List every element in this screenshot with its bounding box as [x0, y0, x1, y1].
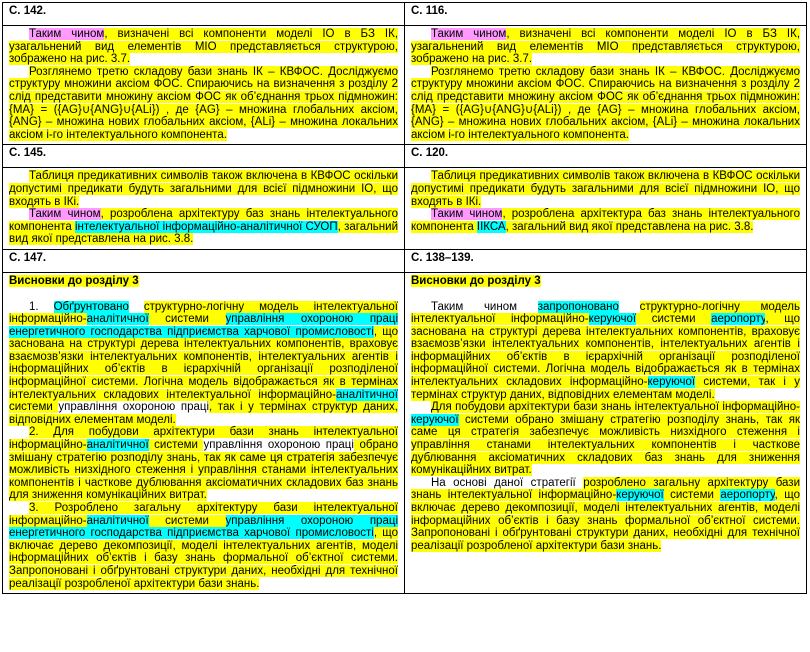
text-segment: управління охороною праці	[58, 401, 210, 414]
text-segment	[129, 301, 144, 313]
paragraph	[9, 170, 398, 208]
paragraph	[9, 301, 398, 427]
text-segment: обрано змішану стратегію розподілу знань, так як саме ця стратегія забезпечує можливість низхідного стеження і управління станами інтелектуальних компонентів і часткове дублювання аксіоматичних складових баз знань для зниження комунікаційних витрат.	[9, 439, 398, 502]
text-segment: структурно-логічну модель інтелектуальної інформаційно-	[411, 300, 800, 326]
text-segment: розроблено загальну архітектуру бази знань інтелектуальної інформаційно-	[411, 476, 801, 502]
text-segment: 3. Розроблено загальну архітектуру бази інтелектуальної інформаційно-	[9, 502, 398, 527]
text-segment: , розроблена архітектура баз знань інтелектуального компонента	[411, 208, 800, 233]
text-cell-left	[3, 272, 405, 593]
text-segment: Обґрунтовано	[53, 300, 129, 313]
table-row	[3, 26, 807, 145]
text-segment: аналітичної	[335, 388, 398, 401]
text-segment: аналітичної	[86, 439, 149, 452]
paragraph	[411, 66, 800, 142]
text-segment: Для побудови архітектури бази знань інтелектуальної інформаційно-	[431, 401, 800, 414]
text-segment: 1.	[29, 300, 54, 313]
text-segment	[619, 301, 640, 313]
page-ref-left: С. 142.	[3, 3, 405, 26]
text-segment: Таким чином	[431, 28, 507, 40]
table-row	[3, 145, 807, 168]
text-segment: управління охороною праці енергетичного господарства підприємства харчової промисловості	[9, 313, 398, 338]
text-cell-right	[405, 168, 807, 250]
page-ref-right: С. 116.	[405, 3, 807, 26]
text-segment: системи	[148, 439, 204, 452]
paragraph	[9, 208, 398, 246]
text-segment: системи, так і у термінах структур даних, відповідних елементам моделі.	[411, 376, 800, 401]
table-row	[3, 272, 807, 593]
text-segment: , що заснована на структурі дерева інтелектуальних компонентів, враховує взаємозв’язки інтелектуальних компонентів, інтелектуальних агентів і інформаційних об’єктів в ієрархічній організації розподіленої інформаційної системи. Логічна модель відображається як в термінах інтелектуальних складових інтелектуальної інформаційно-	[9, 325, 399, 401]
table-row	[3, 168, 807, 250]
text-segment: Таким чином	[29, 28, 105, 40]
text-segment: На основі даної стратегії	[431, 476, 584, 489]
text-segment: , загальний вид якої представлена на рис. 3.8.	[505, 220, 754, 233]
text-segment: системи	[148, 514, 226, 527]
text-segment: керуючої	[411, 413, 459, 426]
text-cell-left	[3, 168, 405, 250]
text-cell-right	[405, 26, 807, 145]
paragraph	[411, 28, 800, 66]
section-heading	[411, 275, 800, 288]
text-segment: керуючої	[588, 313, 637, 326]
paragraph	[411, 401, 800, 477]
paragraph	[9, 502, 398, 590]
text-segment: керуючої	[616, 489, 664, 502]
text-segment: Таким чином	[431, 300, 538, 313]
text-segment: , розроблена архітектуру баз знань інтелектуального компонента	[9, 208, 398, 233]
section-heading	[9, 275, 398, 288]
text-cell-left	[3, 26, 405, 145]
text-segment: , визначені всі компоненти моделі ІО в БЗ ІК, узагальнений вид елементів МІО представляється структурою, зображено на рис. 3.7.	[9, 28, 399, 66]
text-segment: структурно-логічну модель інтелектуальної інформаційно-	[9, 300, 398, 326]
text-segment: ІІКСА	[476, 220, 506, 233]
section-heading-text: Висновки до розділу 3	[9, 274, 139, 287]
paragraph	[411, 208, 800, 233]
text-cell-right	[405, 272, 807, 593]
text-segment: аеропорту	[711, 313, 766, 326]
text-segment: запропоновано	[537, 300, 619, 313]
text-segment: системи обрано змішану стратегію розподілу знань, так як саме ця стратегія забезпечує можливість низхідного стеження і управління станами інтелектуальних компонентів і часткове дублювання аксіоматичних складових баз знань для зниження комунікаційних витрат.	[411, 413, 800, 477]
paragraph	[9, 426, 398, 502]
text-segment: системи	[148, 313, 226, 326]
text-segment: , загальний вид якої представлена на рис. 3.8.	[9, 220, 398, 246]
paragraph	[9, 28, 398, 66]
text-segment: системи	[663, 489, 721, 502]
text-segment: Розглянемо третю складову бази знань ІК – КВФОС. Досліджуємо структуру множини аксіом ФОС. Спираючись на визначення з розділу 2 слід представити множину аксіом ФОС як об’єднання трьох підмножин: {MA} = ({AG}∪{ANG}∪{ALi}) , де {AG} – множина глобальних аксіом, {ANG} – множина нових глобальних аксіом, {ALi} – множина локальних аксіом і-го інтелектуального компонента.	[411, 65, 800, 141]
text-segment: аналітичної	[86, 514, 149, 527]
paragraph	[411, 170, 800, 208]
table-row	[3, 249, 807, 272]
text-segment: Таблиця предикативних символів також включена в КВФОС оскільки допустимі предикати будуть загальними для всієї підмножини ІО, що входять в ІКі.	[9, 170, 398, 208]
page-ref-right: С. 138–139.	[405, 249, 807, 272]
text-segment: Розглянемо третю складову бази знань ІК – КВФОС. Досліджуємо структуру множини аксіом ФОС. Спираючись на визначення з розділу 2 слід представити множину аксіом ФОС як об’єднання трьох підмножин: {MA} = ({AG}∪{ANG}∪{ALi}) , де {AG} – множина глобальних аксіом, {ANG} – множина нових глобальних аксіом, {ALi} – множина локальних аксіом і-го інтелектуального компонента.	[9, 65, 398, 141]
text-segment: системи	[636, 313, 712, 326]
text-segment: , що заснована на структурі дерева інтелектуальних компонентів, враховує взаємозв’язки інтелектуальних компонентів, інтелектуальних агентів і інформаційних об’єктів в ієрархічній організації розподіленої інформаційної системи. Логічна модель відображається як в термінах інтелектуальних складових інформаційно-	[411, 313, 800, 389]
text-segment: 2. Для побудови архітектури бази знань інтелектуальної інформаційно-	[9, 426, 398, 452]
text-segment: Таким чином	[431, 208, 503, 221]
text-segment: , так і у термінах структур даних, відповідних елементам моделі.	[9, 401, 398, 426]
text-segment: керуючої	[647, 376, 696, 389]
text-segment: управління охороною праці	[203, 439, 354, 452]
paragraph	[411, 477, 800, 553]
text-segment: Таблиця предикативних символів також включена в КВФОС оскільки допустимі предикати будуть загальними для всієї підмножини ІО, що входять в ІКі.	[411, 170, 800, 208]
paragraph	[9, 66, 398, 142]
paragraph	[411, 301, 800, 402]
text-segment: інтелектуальної інформаційно-аналітичної СУОП	[75, 220, 338, 233]
text-segment: Таким чином	[29, 208, 101, 221]
text-segment: , що включає дерево декомпозиції, моделі інтелектуальних агентів, моделі інформаційних об’єктів і базу знань формальної об’єктної системи. Запропоновані і обґрунтовані структури даних, необхідні для технічної реалізації розробленої архітектури бази знань.	[411, 489, 801, 552]
text-segment: системи	[9, 401, 59, 414]
text-segment: , що включає дерево декомпозиції, моделі інтелектуальних агентів, моделі інформаційних об’єктів і базу знань формальної об’єктної системи. Запропоновані і обґрунтовані структури даних, необхідні для технічної реалізації розробленої архітектури бази знань.	[9, 527, 399, 590]
comparison-table	[2, 2, 807, 594]
text-segment: управління охороною праці енергетичного господарства підприємства харчової промисловості	[9, 514, 398, 540]
section-heading-text: Висновки до розділу 3	[411, 274, 541, 287]
table-row	[3, 3, 807, 26]
text-segment: аеропорту	[720, 489, 775, 502]
page-ref-left: С. 147.	[3, 249, 405, 272]
text-segment: аналітичної	[86, 313, 149, 326]
text-segment: , визначені всі компоненти моделі ІО в БЗ ІК, узагальнений вид елементів МІО представляється структурою, зображено на рис. 3.7.	[411, 28, 801, 66]
page-ref-right: С. 120.	[405, 145, 807, 168]
page-ref-left: С. 145.	[3, 145, 405, 168]
